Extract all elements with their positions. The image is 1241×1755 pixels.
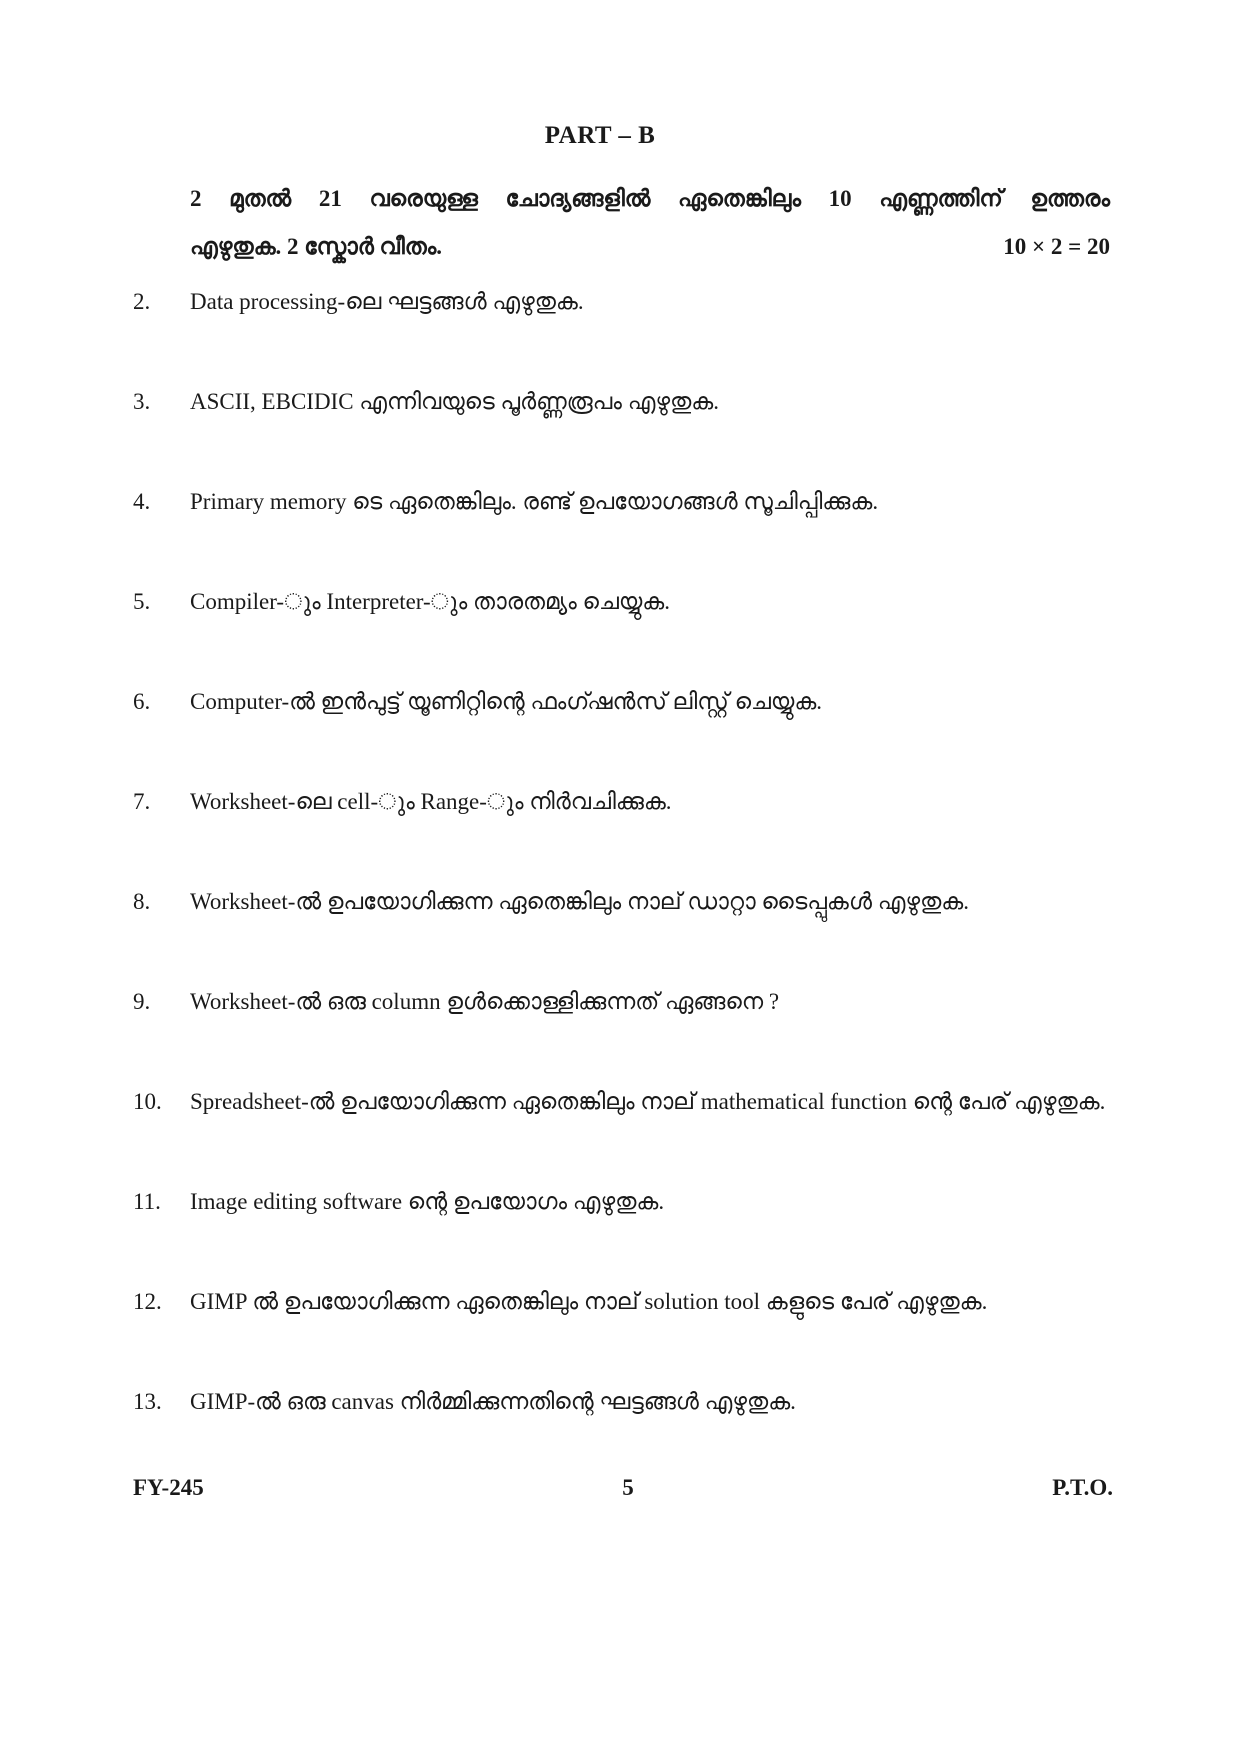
question-text: Image editing software ന്റെ ഉപയോഗം എഴുതുക. [190, 1189, 665, 1214]
marks-formula: 10 × 2 = 20 [1003, 234, 1110, 259]
question-item [133, 678, 1113, 726]
question-item [133, 578, 1113, 626]
paper-code: FY-245 [133, 1475, 204, 1500]
question-number: 13. [133, 1389, 162, 1414]
question-text: GIMP-ൽ ഒരു canvas നിർമ്മിക്കുന്നതിന്റെ ഘട്ടങ്ങൾ എഴുതുക. [190, 1389, 796, 1414]
question-item [133, 1078, 1113, 1126]
question-item [133, 1378, 1113, 1426]
question-number: 8. [133, 889, 151, 914]
question-number: 12. [133, 1289, 162, 1314]
question-list [133, 278, 1113, 1478]
instruction-line-1: 2 മുതൽ 21 വരെയുള്ള ചോദ്യങ്ങളിൽ ഏതെങ്കിലും 10 എണ്ണത്തിന് ഉത്തരം [190, 186, 1110, 211]
question-text: Worksheet-ൽ ഉപയോഗിക്കുന്ന ഏതെങ്കിലും നാല് ഡാറ്റാ ടൈപ്പുകൾ എഴുതുക. [190, 889, 969, 914]
question-number: 4. [133, 489, 151, 514]
question-item [133, 778, 1113, 826]
question-number: 5. [133, 589, 151, 614]
question-text: Computer-ൽ ഇൻപുട്ട് യൂണിറ്റിന്റെ ഫംഗ്ഷൻസ് ലിസ്റ്റ് ചെയ്യുക. [190, 689, 823, 714]
question-text: Primary memory ടെ ഏതെങ്കിലും. രണ്ട് ഉപയോഗങ്ങൾ സൂചിപ്പിക്കുക. [190, 489, 879, 514]
question-text: GIMP ൽ ഉപയോഗിക്കുന്ന ഏതെങ്കിലും നാല് solution tool കളുടെ പേര് എഴുതുക. [190, 1289, 988, 1314]
page-number: 5 [622, 1475, 634, 1500]
question-text: Compiler-ും Interpreter-ും താരതമ്യം ചെയ്യുക. [190, 589, 670, 614]
question-number: 6. [133, 689, 151, 714]
question-item [133, 378, 1113, 426]
question-text: Data processing-ലെ ഘട്ടങ്ങൾ എഴുതുക. [190, 289, 584, 314]
question-number: 9. [133, 989, 151, 1014]
question-number: 7. [133, 789, 151, 814]
question-item [133, 978, 1113, 1026]
question-item [133, 1278, 1113, 1326]
question-number: 2. [133, 289, 151, 314]
question-item [133, 278, 1113, 326]
question-number: 11. [133, 1189, 161, 1214]
section-instruction [190, 175, 1110, 271]
part-title: PART – B [544, 122, 656, 149]
question-text: Worksheet-ലെ cell-ും Range-ും നിർവചിക്കുക. [190, 789, 672, 814]
question-number: 10. [133, 1089, 162, 1114]
question-item [133, 1178, 1113, 1226]
question-text: Worksheet-ൽ ഒരു column ഉൾക്കൊള്ളിക്കുന്നത് ഏങ്ങനെ ? [190, 989, 780, 1014]
question-item [133, 478, 1113, 526]
instruction-line-2: എഴുതുക. 2 സ്കോർ വീതം. [190, 234, 443, 259]
page-footer [133, 1475, 1113, 1501]
please-turn-over: P.T.O. [1052, 1475, 1113, 1500]
question-item [133, 878, 1113, 926]
question-number: 3. [133, 389, 151, 414]
question-text: Spreadsheet-ൽ ഉപയോഗിക്കുന്ന ഏതെങ്കിലും നാല് mathematical function ന്റെ പേര് എഴുതുക. [190, 1089, 1106, 1114]
instruction-line-2-row [190, 223, 1110, 271]
question-text: ASCII, EBCIDIC എന്നിവയുടെ പൂർണ്ണരൂപം എഴുതുക. [190, 389, 719, 414]
